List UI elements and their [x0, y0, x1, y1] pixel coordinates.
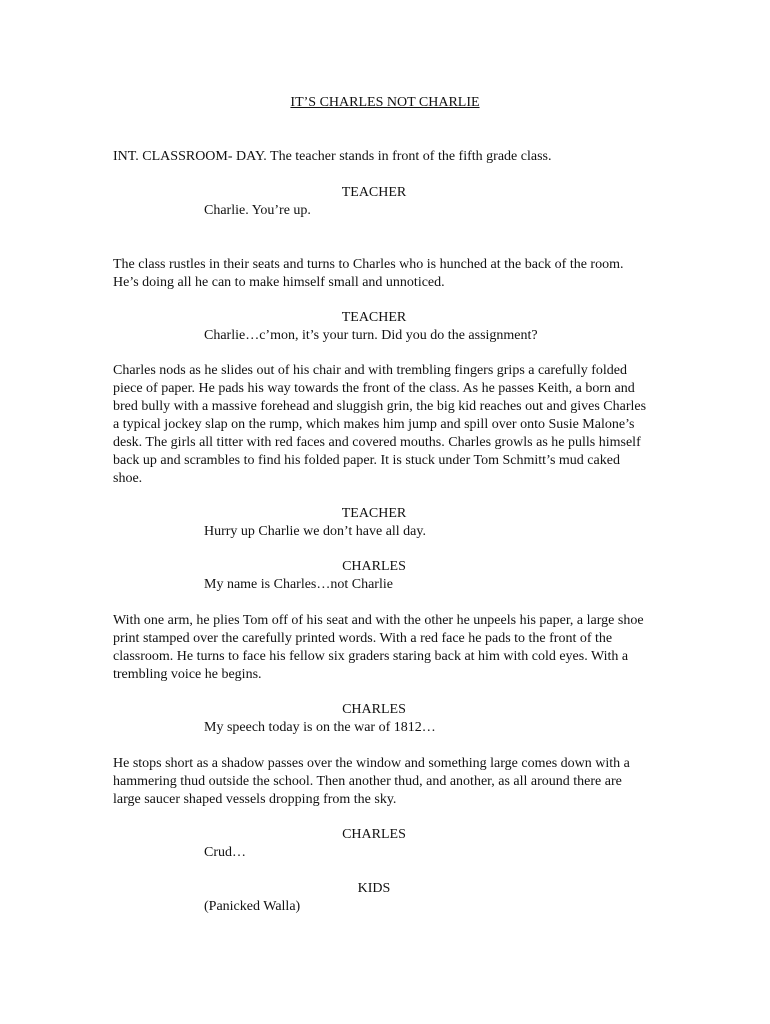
character-cue: TEACHER [341, 506, 407, 521]
dialogue-line: Charlie…c’mon, it’s your turn. Did you do the assignment? [204, 328, 538, 343]
character-cue: TEACHER [341, 310, 407, 325]
dialogue-line: Crud… [204, 845, 246, 860]
action-paragraph: The class rustles in their seats and turns to Charles who is hunched at the back of the room. He’s doing all he can to make himself small and unnoticed. [113, 257, 624, 290]
dialogue-line: My speech today is on the war of 1812… [204, 720, 436, 735]
dialogue-line: Hurry up Charlie we don’t have all day. [204, 524, 426, 539]
scene-heading: INT. CLASSROOM- DAY. The teacher stands in front of the fifth grade class. [113, 149, 552, 164]
action-paragraph: With one arm, he plies Tom off of his seat and with the other he unpeels his paper, a large shoe print stamped over the carefully printed words. With a red face he pads to the front of the classroom. He turns to face his fellow six graders staring back at him with cold eyes. With a trembling voice he begins. [113, 613, 644, 682]
dialogue-line: Charlie. You’re up. [204, 203, 311, 218]
character-cue: KIDS [357, 881, 391, 896]
script-title: IT’S CHARLES NOT CHARLIE [290, 95, 480, 110]
action-paragraph: He stops short as a shadow passes over the window and something large comes down with a hammering thud outside the school. Then another thud, and another, as all around there are large saucer shaped vessels dropping from the sky. [113, 756, 630, 807]
character-cue: CHARLES [342, 827, 406, 842]
character-cue: CHARLES [342, 559, 406, 574]
dialogue-line: My name is Charles…not Charlie [204, 577, 393, 592]
dialogue-line: (Panicked Walla) [204, 899, 301, 914]
character-cue: TEACHER [341, 185, 407, 200]
action-paragraph: Charles nods as he slides out of his chair and with trembling fingers grips a carefully folded piece of paper. He pads his way towards the front of the class. As he passes Keith, a born and bred bully with a massive forehead and sluggish grin, the big kid reaches out and gives Charles a typical jockey slap on the rump, which makes him jump and spill over onto Susie Malone’s desk. The girls all titter with red faces and covered mouths. Charles growls as he pulls himself back up and scrambles to find his folded paper. It is stuck under Tom Schmitt’s mud caked shoe. [113, 363, 647, 486]
character-cue: CHARLES [342, 702, 406, 717]
